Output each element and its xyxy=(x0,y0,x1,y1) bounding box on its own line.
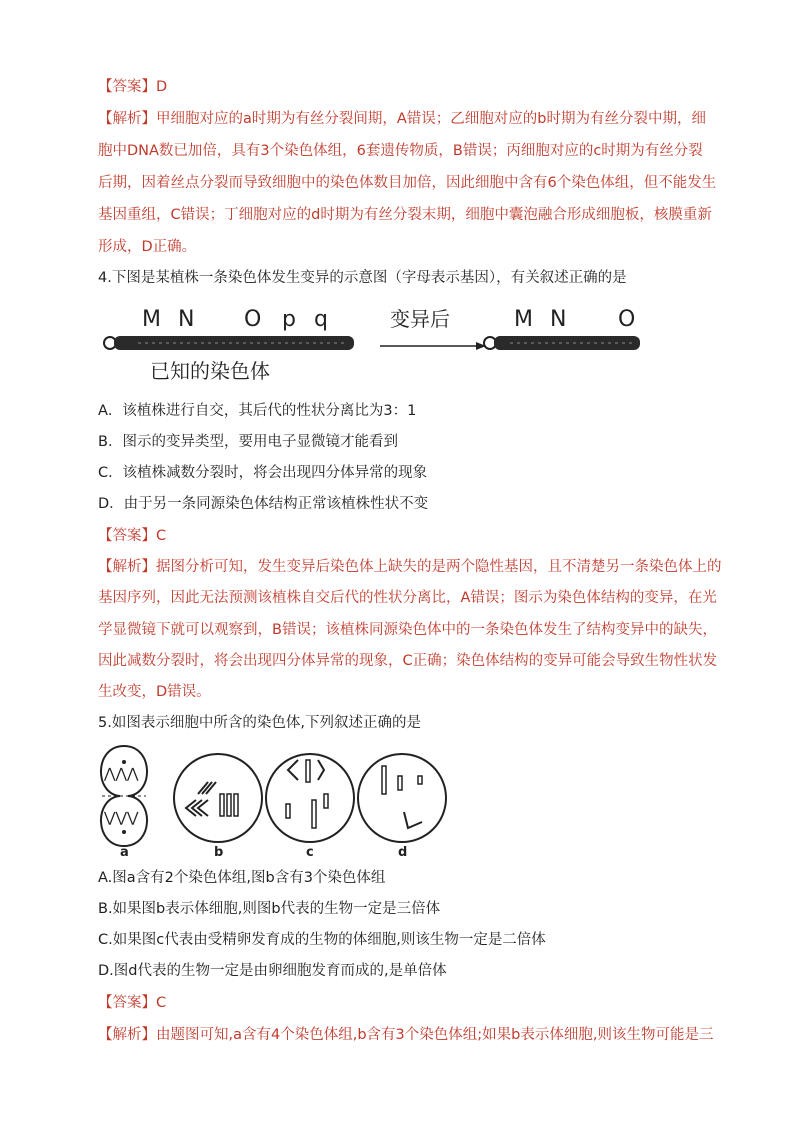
q3-analysis-line-5: 形成，D正确。 xyxy=(98,239,197,255)
arrow xyxy=(380,342,486,350)
arrow-label: 变异后 xyxy=(390,307,450,331)
gene-label: O xyxy=(618,307,636,332)
gene-label: O xyxy=(244,307,262,332)
q3-analysis-line-1: 【解析】甲细胞对应的a时期为有丝分裂间期，A错误；乙细胞对应的b时期为有丝分裂中期，细 xyxy=(98,111,707,127)
gene-label: q xyxy=(314,307,328,332)
q3-analysis-line-4: 基因重组，C错误；丁细胞对应的d时期为有丝分裂末期，细胞中囊泡融合形成细胞板，核膜重新 xyxy=(98,207,712,223)
svg-text:⋀⋀⋀: ⋀⋀⋀ xyxy=(104,766,139,782)
original-chromosome xyxy=(104,336,354,350)
gene-label: N xyxy=(178,307,195,332)
gene-label: N xyxy=(550,307,567,332)
mutated-chromosome xyxy=(484,336,640,350)
q5-option-a: A.图a含有2个染色体组,图b含有3个染色体组 xyxy=(98,870,386,886)
gene-label: p xyxy=(282,307,296,332)
q4-analysis-line-2: 基因序列，因此无法预测该植株自交后代的性状分离比，A错误；图示为染色体结构的变异，在光 xyxy=(98,590,717,606)
q4-option-c: C．该植株减数分裂时，将会出现四分体异常的现象 xyxy=(98,465,428,481)
q5-option-c: C.如果图c代表由受精卵发育成的生物的体细胞,则该生物一定是二倍体 xyxy=(98,932,546,948)
q5-answer: 【答案】C xyxy=(98,995,167,1011)
cell-label: d xyxy=(398,845,408,860)
gene-label: M xyxy=(514,307,533,332)
q4-analysis-line-4: 因此减数分裂时，将会出现四分体异常的现象，C正确；染色体结构的变异可能会导致生物性状发 xyxy=(98,653,718,669)
cell-a xyxy=(101,746,147,846)
q4-option-b: B．图示的变异类型，要用电子显微镜才能看到 xyxy=(98,434,398,450)
q3-answer: 【答案】D xyxy=(98,79,168,95)
cell-c xyxy=(266,754,354,842)
svg-text:⋁⋁⋁: ⋁⋁⋁ xyxy=(104,810,139,826)
q3-analysis-line-2: 胞中DNA数已加倍，具有3个染色体组，6套遗传物质，B错误；丙细胞对应的c时期为有丝分裂 xyxy=(98,143,703,159)
figure-caption: 已知的染色体 xyxy=(150,359,270,383)
q4-chromosome-figure xyxy=(98,298,658,390)
q5-option-d: D.图d代表的生物一定是由卵细胞发育而成的,是单倍体 xyxy=(98,963,447,979)
q4-answer: 【答案】C xyxy=(98,528,167,544)
q4-stem: 4.下图是某植株一条染色体发生变异的示意图（字母表示基因），有关叙述正确的是 xyxy=(98,270,627,286)
gene-label: M xyxy=(142,307,161,332)
cell-d xyxy=(358,754,446,842)
cell-label: c xyxy=(306,845,314,860)
q4-option-a: A．该植株进行自交，其后代的性状分离比为3：1 xyxy=(98,403,417,419)
q5-option-b: B.如果图b表示体细胞,则图b代表的生物一定是三倍体 xyxy=(98,901,441,917)
cell-label: b xyxy=(214,845,224,860)
q4-analysis-line-1: 【解析】据图分析可知，发生变异后染色体上缺失的是两个隐性基因，且不清楚另一条染色体上的 xyxy=(98,559,722,575)
q5-stem: 5.如图表示细胞中所含的染色体,下列叙述正确的是 xyxy=(98,715,421,731)
cell-label: a xyxy=(120,845,129,860)
q5-analysis-line-1: 【解析】由题图可知,a含有4个染色体组,b含有3个染色体组;如果b表示体细胞,则该生物可能是三 xyxy=(98,1027,714,1043)
cell-b xyxy=(174,754,262,842)
q3-analysis-line-3: 后期，因着丝点分裂而导致细胞中的染色体数目加倍，因此细胞中含有6个染色体组，但不能发生 xyxy=(98,175,717,191)
q4-option-d: D．由于另一条同源染色体结构正常该植株性状不变 xyxy=(98,496,429,512)
q4-analysis-line-3: 学显微镜下就可以观察到，B错误；该植株同源染色体中的一条染色体发生了结构变异中的缺失， xyxy=(98,622,717,638)
q5-cell-figures xyxy=(92,742,452,860)
q4-analysis-line-5: 生改变，D错误。 xyxy=(98,684,211,700)
